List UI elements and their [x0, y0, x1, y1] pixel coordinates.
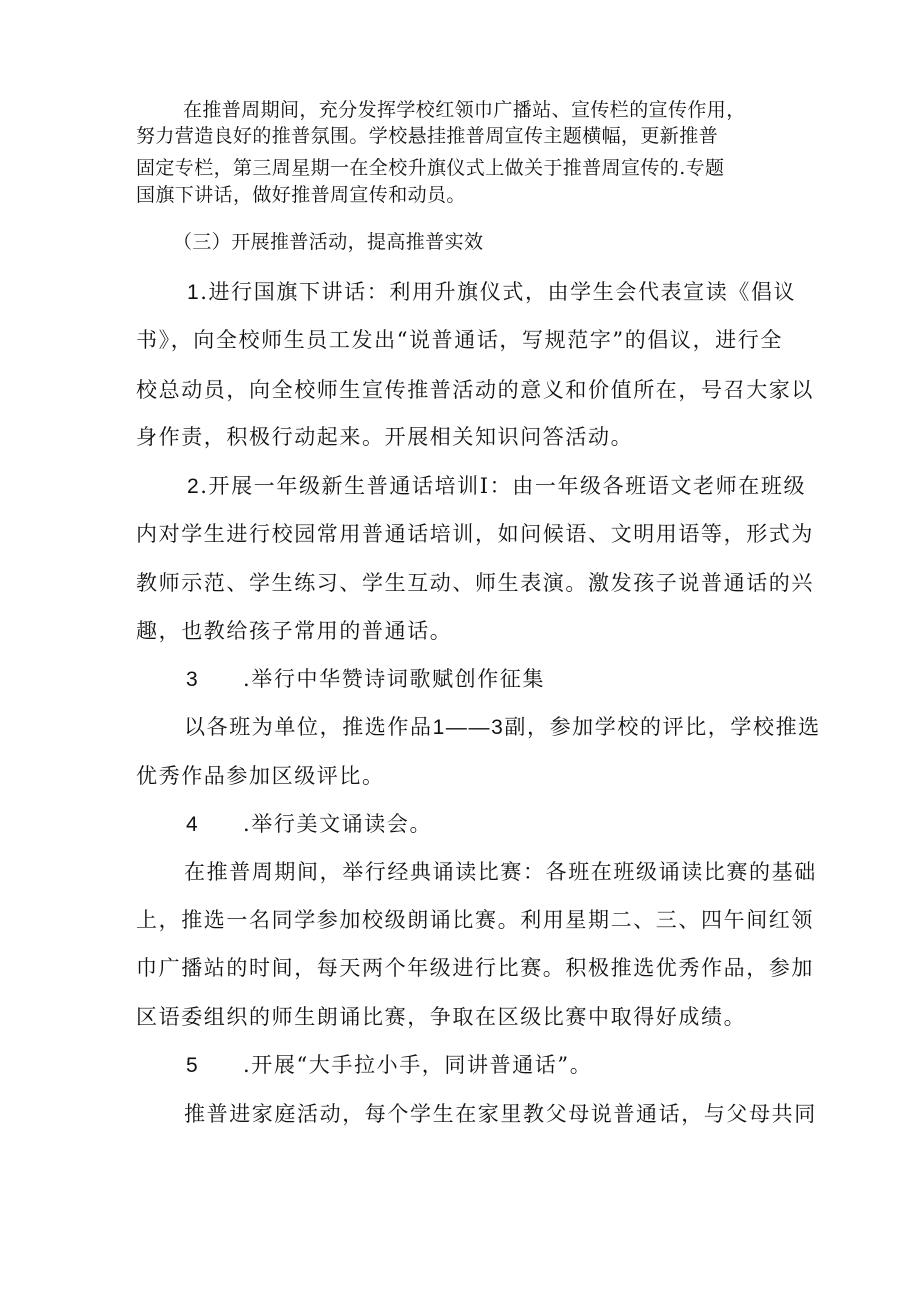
item1-first-line: [187, 282, 796, 303]
item3-number: 3: [186, 668, 200, 691]
item3-body-range: 1——3: [432, 716, 505, 739]
item1-line-2: 书》，向全校师生员工发出“说普通话，写规范字”的倡议，进行全: [136, 328, 783, 352]
item3-body-prefix: 以各班为单位，推选作品: [184, 715, 433, 739]
intro-line-3: 固定专栏，第三周星期一在全校升旗仪式上做关于推普周宣传的.专题: [136, 157, 725, 179]
item4-line-2: 上，推选一名同学参加校级朗诵比赛。利用星期二、三、四午间红领: [136, 908, 814, 932]
item4-line-3: 巾广播站的时间，每天两个年级进行比赛。积极推选优秀作品，参加: [136, 956, 814, 980]
intro-line-1: 在推普周期间，充分发挥学校红领巾广播站、宣传栏的宣传作用，: [183, 99, 746, 121]
item4-number: 4: [186, 813, 200, 836]
intro-line-2: 努力营造良好的推普氛围。学校悬挂推普周宣传主题横幅，更新推普: [136, 125, 719, 147]
item4-line-4: 区语委组织的师生朗诵比赛，争取在区级比赛中取得好成绩。: [136, 1005, 747, 1029]
item2-number: 2: [187, 475, 201, 498]
item2-first-line: [187, 476, 806, 497]
item5-line-1: 推普进家庭活动，每个学生在家里教父母说普通话，与父母共同: [184, 1102, 817, 1126]
item1-line-4: 身作责，积极行动起来。开展相关知识问答活动。: [136, 425, 634, 449]
item2-line-3: 教师示范、学生练习、学生互动、师生表演。激发孩子说普通话的兴: [136, 571, 814, 595]
item1-line-3: 校总动员，向全校师生宣传推普活动的意义和价值所在，号召大家以: [136, 378, 814, 402]
section-heading: （三）开展推普活动，提高推普实效: [173, 231, 484, 253]
item4-line-1: 在推普周期间，举行经典诵读比赛：各班在班级诵读比赛的基础: [184, 860, 817, 884]
item4-title: .举行美文诵读会。: [243, 812, 433, 836]
item1-line-1: .进行国旗下讲话：利用升旗仪式，由学生会代表宣读《倡议: [200, 280, 797, 304]
item2-line-4: 趣，也教给孩子常用的普通话。: [136, 619, 453, 643]
item3-body-line-1: [184, 717, 821, 738]
item1-number: 1: [187, 281, 201, 304]
item3-body-suffix: 副，参加学校的评比，学校推选: [504, 715, 821, 739]
item2-line-2: 内对学生进行校园常用普通话培训，如问候语、文明用语等，形式为: [136, 522, 814, 546]
item5-title: .开展“大手拉小手，同讲普通话”。: [243, 1053, 593, 1077]
intro-line-4: 国旗下讲话，做好推普周宣传和动员。: [136, 184, 466, 206]
item5-number: 5: [186, 1054, 200, 1077]
item3-title: .举行中华赞诗词歌赋创作征集: [243, 667, 546, 691]
item2-line-1: .开展一年级新生普通话培训I：由一年级各班语文老师在班级: [200, 474, 807, 498]
item3-body-line-2: 优秀作品参加区级评比。: [136, 764, 385, 788]
